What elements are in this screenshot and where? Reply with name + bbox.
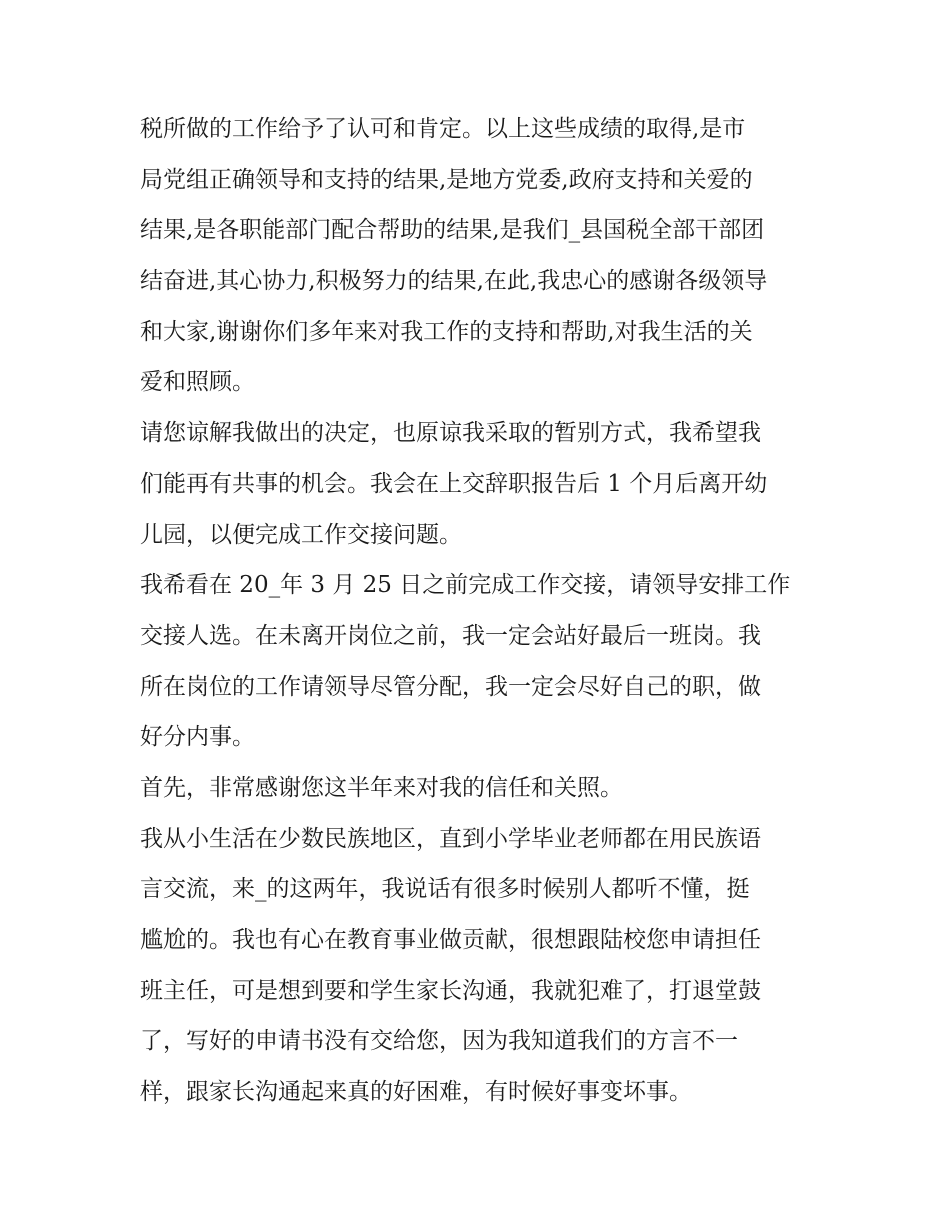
- text-line: 交接人选。在未离开岗位之前，我一定会站好最后一班岗。我: [140, 622, 761, 649]
- text-line: 儿园，以便完成工作交接问题。: [140, 521, 462, 548]
- text-line: 首先，非常感谢您这半年来对我的信任和关照。: [140, 774, 623, 801]
- text-line: 言交流，来_的这两年，我说话有很多时候别人都听不懂，挺: [140, 876, 750, 903]
- text-line: 尴尬的。我也有心在教育事业做贡献，很想跟陆校您申请担任: [140, 927, 761, 953]
- text-line: 们能再有共事的机会。我会在上交辞职报告后 1 个月后离开幼: [140, 470, 768, 497]
- text-line: 好分内事。: [140, 724, 255, 751]
- text-line: 局党组正确领导和支持的结果,是地方党委,政府支持和关爱的: [140, 166, 753, 193]
- text-line: 样，跟家长沟通起来真的好困难，有时候好事变坏事。: [140, 1079, 692, 1106]
- text-line: 和大家,谢谢你们多年来对我工作的支持和帮助,对我生活的关: [140, 318, 753, 345]
- text-line: 请您谅解我做出的决定，也原谅我采取的暂别方式，我希望我: [140, 420, 761, 447]
- document-body: [140, 104, 816, 1118]
- text-line: 税所做的工作给予了认可和肯定。以上这些成绩的取得,是市: [140, 116, 746, 142]
- text-line: 爱和照顾。: [140, 369, 255, 396]
- text-line: 结奋进,其心协力,积极努力的结果,在此,我忠心的感谢各级领导: [140, 268, 768, 295]
- text-line: 结果,是各职能部门配合帮助的结果,是我们_县国税全部干部团: [140, 217, 765, 244]
- text-line: 所在岗位的工作请领导尽管分配，我一定会尽好自己的职，做: [140, 673, 761, 700]
- text-line: 班主任，可是想到要和学生家长沟通，我就犯难了，打退堂鼓: [140, 977, 761, 1004]
- text-line: 我从小生活在少数民族地区，直到小学毕业老师都在用民族语: [140, 825, 761, 852]
- text-line: 我希看在 20_年 3 月 25 日之前完成工作交接，请领导安排工作: [140, 572, 791, 599]
- text-line: 了，写好的申请书没有交给您，因为我知道我们的方言不一: [140, 1028, 738, 1055]
